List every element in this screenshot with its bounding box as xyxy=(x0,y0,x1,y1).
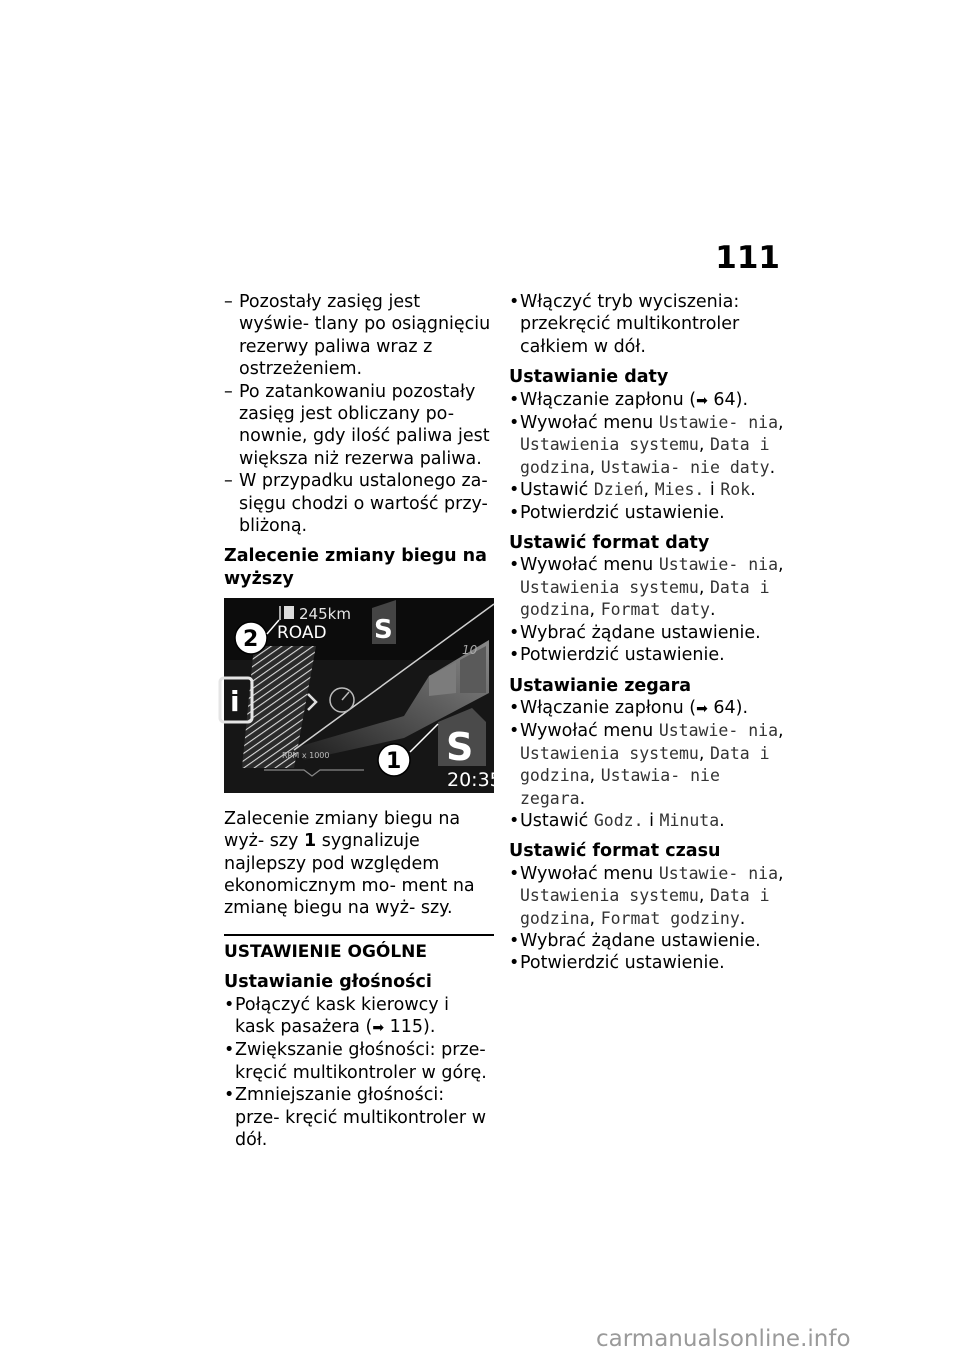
svg-text:1: 1 xyxy=(386,749,402,775)
time-format-confirm: • Potwierdzić ustawienie. xyxy=(509,952,784,974)
right-column xyxy=(509,291,784,975)
page-reference[interactable]: 64). xyxy=(713,697,749,718)
mute-bullet: • Włączyć tryb wyciszenia: przekręcić multikontroler całkiem w dół. xyxy=(509,291,784,358)
gear-indicator-large: S xyxy=(446,725,474,770)
riding-mode: ROAD xyxy=(277,623,327,644)
watermark: carmanualsonline.info xyxy=(596,1326,851,1352)
section-title: USTAWIENIE OGÓLNE xyxy=(224,941,428,962)
page-reference-arrow-icon: ➡ xyxy=(696,700,708,717)
left-column xyxy=(224,291,502,1151)
svg-text:2: 2 xyxy=(243,627,259,653)
range-note-3: – W przypadku ustalonego za- sięgu chodzi o wartość przy- bliżoną. xyxy=(224,470,494,537)
date-set: • Ustawić Dzień, Mies. i Rok. xyxy=(509,479,784,501)
volume-heading: Ustawianie głośności xyxy=(224,972,432,993)
volume-bullet-1: • Połączyć kask kierowcy i kask pasażera (➡ 115). xyxy=(224,994,494,1040)
scale-max-label: 10 xyxy=(462,643,478,658)
volume-bullet-3: • Zmniejszanie głośności: prze- kręcić multikontroler w dół. xyxy=(224,1084,494,1151)
page-number: 111 xyxy=(715,240,780,276)
time-format-menu: • Wywołać menu Ustawie- nia, Ustawienia systemu, Data i godzina, Format godziny. xyxy=(509,863,784,930)
date-confirm: • Potwierdzić ustawienie. xyxy=(509,502,784,524)
fuel-pump-icon xyxy=(284,606,294,619)
clock-set: • Ustawić Godz. i Minuta. xyxy=(509,810,784,832)
range-note-1: – Pozostały zasięg jest wyświe- tlany po osiągnięciu rezerwy paliwa wraz z ostrzeżeniem. xyxy=(224,291,494,381)
page-reference[interactable]: 115). xyxy=(389,1016,436,1037)
date-menu: • Wywołać menu Ustawie- nia, Ustawienia systemu, Data i godzina, Ustawia- nie daty. xyxy=(509,412,784,479)
clock-heading: Ustawianie zegara xyxy=(509,675,692,696)
upshift-caption: Zalecenie zmiany biegu na wyż- szy 1 sygnalizuje najlepszy pod względem ekonomicznym mo- ment na zmianę biegu na wyż- szy. xyxy=(224,808,475,919)
info-icon: i xyxy=(230,685,240,719)
range-value: 245km xyxy=(299,605,351,624)
date-format-confirm: • Potwierdzić ustawienie. xyxy=(509,644,784,666)
clock-time: 20:35 xyxy=(447,769,502,792)
date-format-select: • Wybrać żądane ustawienie. xyxy=(509,622,784,644)
gear-indicator-small: S xyxy=(374,615,393,646)
clock-menu: • Wywołać menu Ustawie- nia, Ustawienia systemu, Data i godzina, Ustawia- nie zegara. xyxy=(509,720,784,810)
date-format-menu: • Wywołać menu Ustawie- nia, Ustawienia systemu, Data i godzina, Format daty. xyxy=(509,554,784,621)
upshift-heading: Zalecenie zmiany biegu na wyższy xyxy=(224,546,487,589)
page-reference[interactable]: 64). xyxy=(713,389,749,410)
date-format-heading: Ustawić format daty xyxy=(509,533,710,554)
time-format-heading: Ustawić format czasu xyxy=(509,841,721,862)
rpm-label: RPM x 1000 xyxy=(282,751,330,761)
page-reference-arrow-icon: ➡ xyxy=(372,1019,385,1036)
range-note-2: – Po zatankowaniu pozostały zasięg jest obliczany po- nownie, gdy ilość paliwa jest większa niż rezerwa paliwa. xyxy=(224,381,494,471)
caption-callout-ref: 1 xyxy=(303,831,317,852)
time-format-select: • Wybrać żądane ustawienie. xyxy=(509,930,784,952)
section-divider xyxy=(224,934,494,963)
date-ignition: • Włączanie zapłonu (➡ 64). xyxy=(509,389,784,412)
instrument-cluster-figure xyxy=(224,598,502,793)
volume-bullet-2: • Zwiększanie głośności: prze- kręcić multikontroler w górę. xyxy=(224,1039,494,1084)
page-reference-arrow-icon: ➡ xyxy=(696,392,708,409)
date-heading: Ustawianie daty xyxy=(509,367,669,388)
clock-ignition: • Włączanie zapłonu (➡ 64). xyxy=(509,697,784,720)
